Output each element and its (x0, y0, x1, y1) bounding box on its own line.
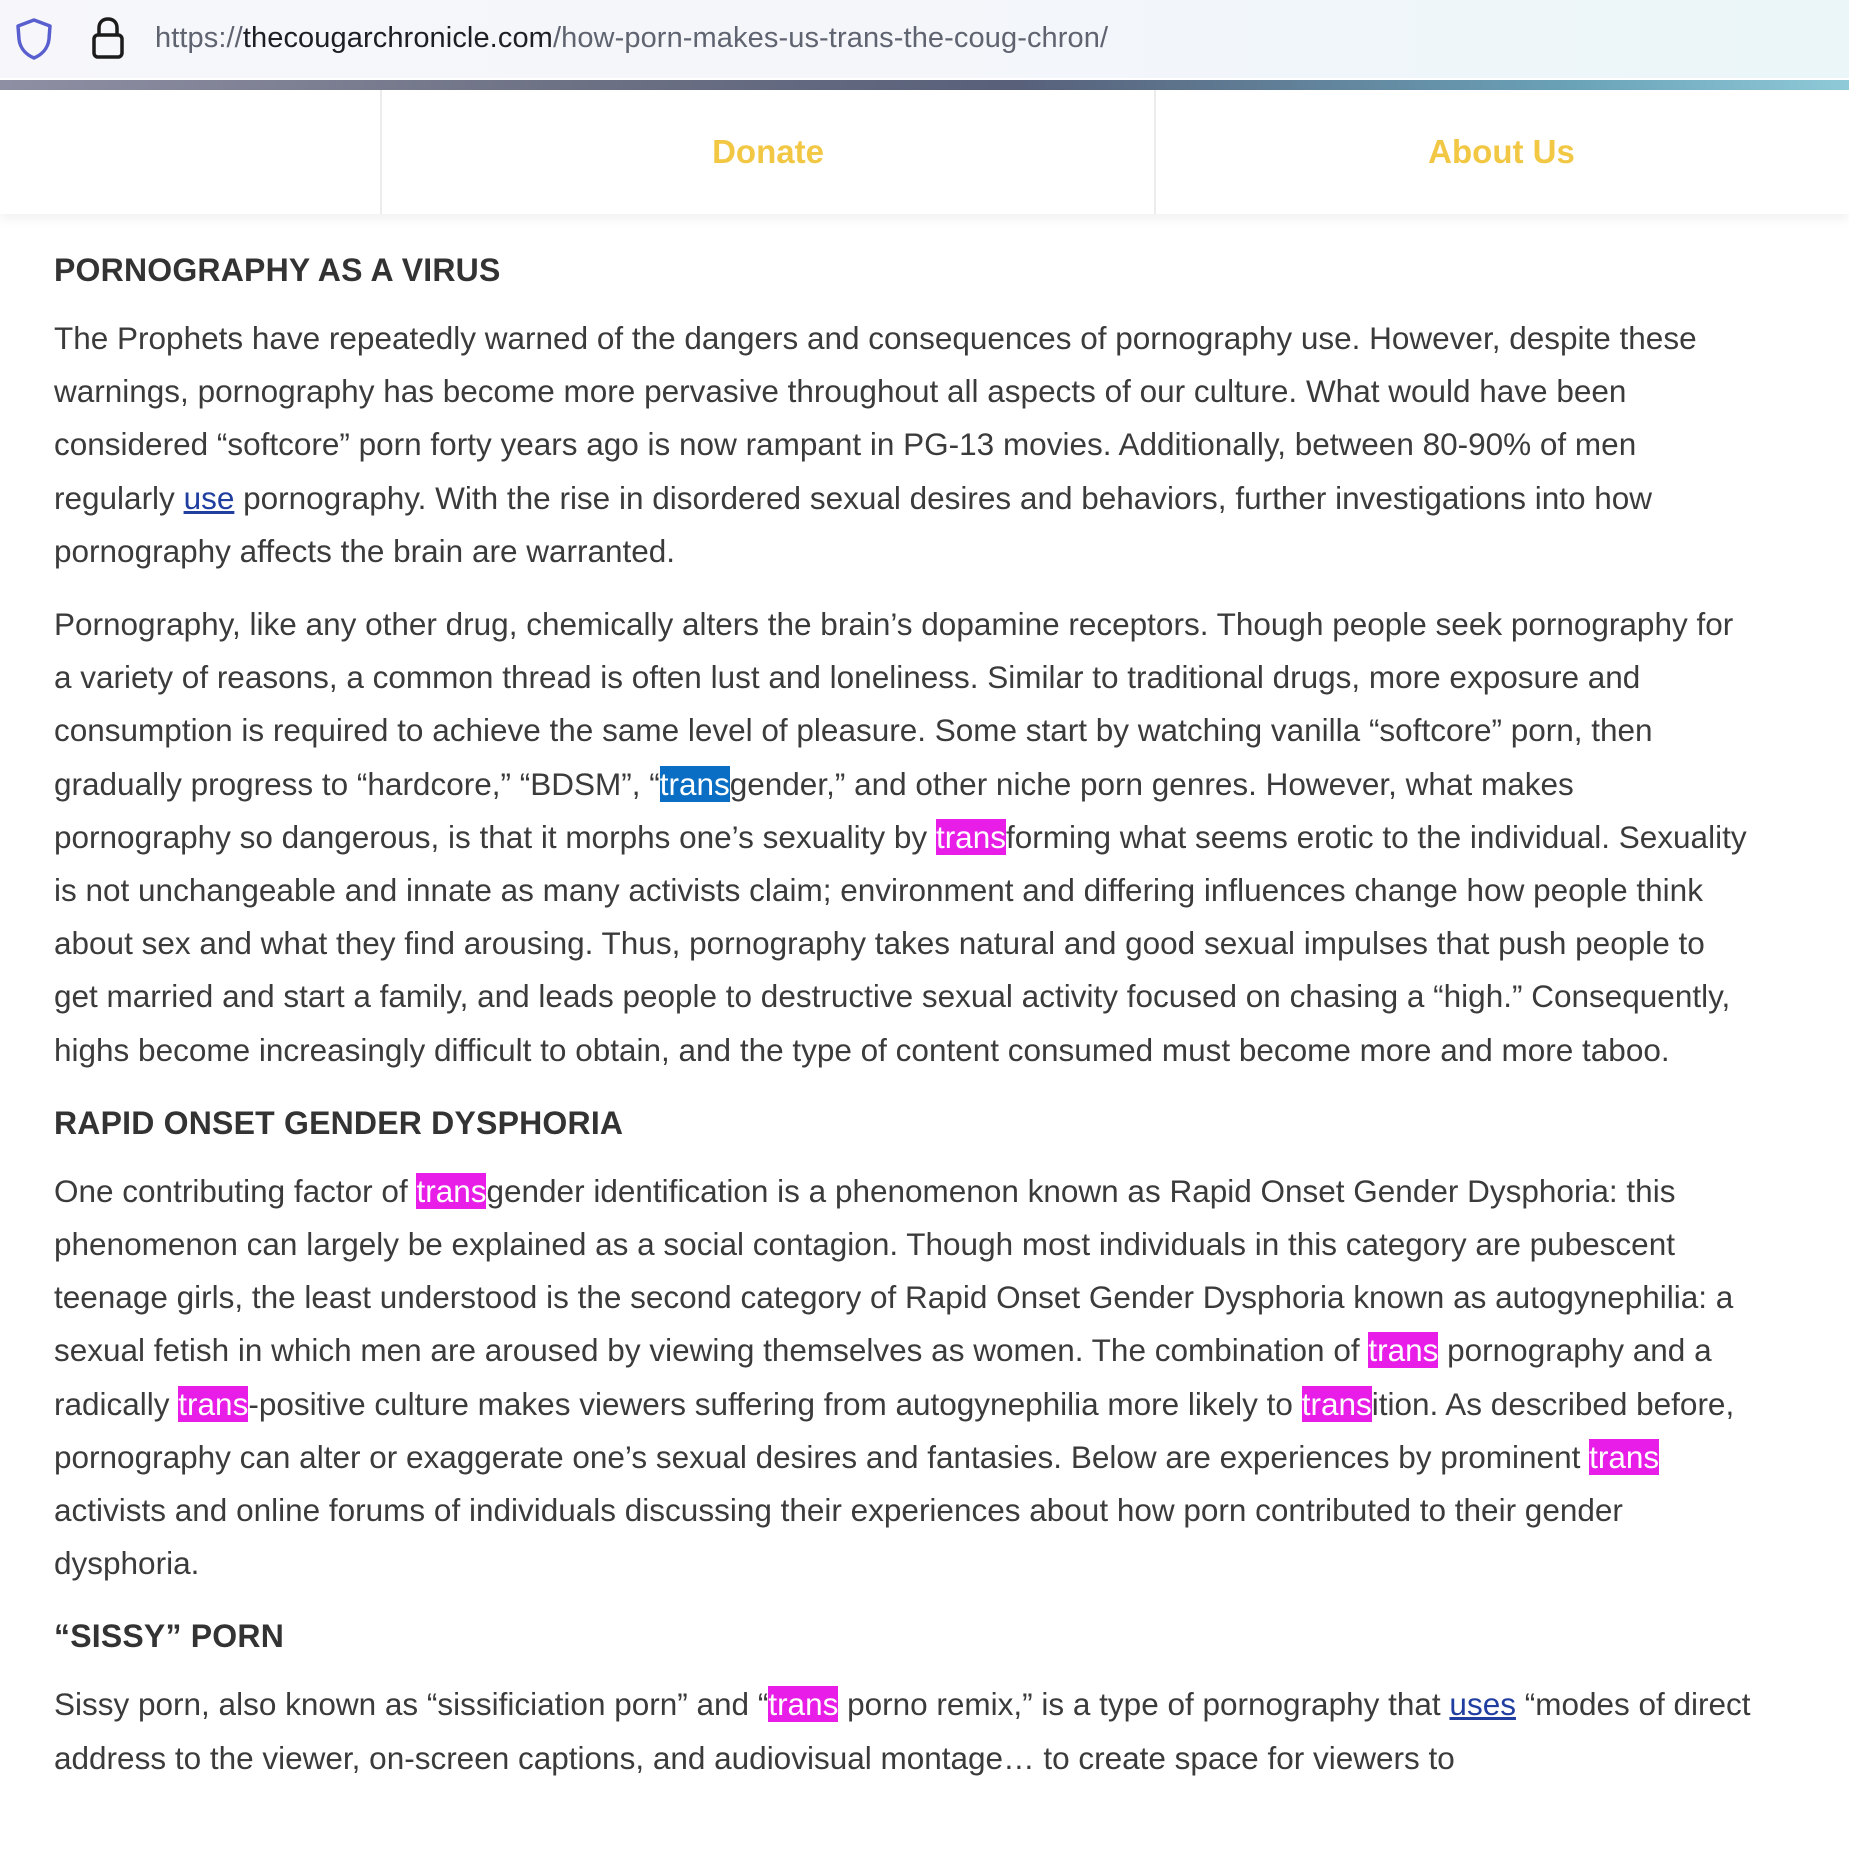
search-match-highlight: trans (1589, 1438, 1660, 1475)
text-run: ition. As described before, pornography can alter or exaggerate one’s sexual desires and fantasies. Below are experiences by prominent (54, 1385, 1735, 1475)
page-load-bar (0, 80, 1849, 90)
site-nav (0, 90, 1849, 214)
section-heading-sissy: “SISSY” PORN (54, 1618, 285, 1655)
search-match-highlight: trans (1301, 1385, 1372, 1422)
section-heading-rogd: RAPID ONSET GENDER DYSPHORIA (54, 1104, 624, 1141)
paragraph-virus-intro (54, 312, 1754, 578)
section-heading-virus: PORNOGRAPHY AS A VIRUS (54, 252, 501, 288)
nav-item-about-us[interactable] (1154, 90, 1849, 214)
text-run: gender identification is a phenomenon known as Rapid Onset Gender Dysphoria: this phenomenon can largely be explained as a social contagion. Though most individuals in this category are pubescent teenage girls, the least understood is the second category of Rapid Onset Gender Dysphoria known as autogynephilia: a sexual fetish in which men are aroused by viewing themselves as women. The combination of (54, 1172, 1734, 1369)
text-run: The Prophets have repeatedly warned of the dangers and consequences of pornography use. However, despite these warnings, pornography has become more pervasive throughout all aspects of our culture. What would have been considered “softcore” porn forty years ago is now rampant in PG-13 movies. Additionally, between 80-90% of men regularly (54, 320, 1697, 516)
paragraph-dopamine (54, 598, 1754, 1077)
lock-icon[interactable] (89, 16, 127, 60)
selected-match-highlight: trans (659, 765, 730, 802)
url-field[interactable] (155, 20, 1108, 56)
nav-item-about-label: About Us (1428, 133, 1575, 170)
nav-item-donate[interactable] (380, 90, 1156, 214)
text-run: pornography. With the rise in disordered sexual desires and behaviors, further investigations into how pornography affects the brain are warranted. (54, 479, 1653, 569)
nav-item-donate-label: Donate (712, 133, 824, 170)
article-body (54, 244, 1754, 1805)
text-run: pornography and a radically (54, 1332, 1712, 1422)
shield-icon[interactable] (14, 17, 54, 61)
text-run: “modes of direct address to the viewer, on-screen captions, and audiovisual montage… to create space for viewers to (54, 1686, 1751, 1776)
text-run: forming what seems erotic to the individual. Sexuality is not unchangeable and innate as many activists claim; environment and differing influences change how people think about sex and what they find arousing. Thus, pornography takes natural and good sexual impulses that push people to get married and start a family, and leads people to destructive sexual activity focused on chasing a “high.” Consequently, highs become increasingly difficult to obtain, and the type of content consumed must become more and more taboo. (54, 818, 1747, 1068)
text-run: activists and online forums of individuals discussing their experiences about how porn contributed to their gender dysphoria. (54, 1492, 1623, 1582)
text-run: One contributing factor of (54, 1172, 417, 1209)
search-match-highlight: trans (416, 1172, 487, 1209)
search-match-highlight: trans (178, 1385, 249, 1422)
url-path: /how-porn-makes-us-trans-the-coug-chron/ (552, 22, 1109, 54)
url-prefix: https:// (155, 22, 243, 54)
text-run: Pornography, like any other drug, chemically alters the brain’s dopamine receptors. Though people seek pornography for a variety of reasons, a common thread is often lust and loneliness. Similar to traditional drugs, more exposure and consumption is required to achieve the same level of pleasure. Some start by watching vanilla “softcore” porn, then gradually progress to “hardcore,” “BDSM”, “ (54, 606, 1734, 802)
search-match-highlight: trans (1368, 1332, 1439, 1369)
browser-address-bar (0, 0, 1849, 78)
paragraph-rogd (54, 1165, 1754, 1591)
use-link[interactable]: use (183, 479, 235, 516)
text-run: Sissy porn, also known as “sissificiation porn” and “ (54, 1686, 769, 1723)
paragraph-sissy (54, 1678, 1754, 1784)
text-run: porno remix,” is a type of pornography that (838, 1686, 1450, 1723)
uses-link[interactable]: uses (1449, 1686, 1516, 1723)
text-run: -positive culture makes viewers suffering from autogynephilia more likely to (248, 1385, 1302, 1422)
url-host: thecougarchronicle.com (242, 22, 553, 54)
text-run: gender,” and other niche porn genres. However, what makes pornography so dangerous, is that it morphs one’s sexuality by (54, 765, 1574, 855)
search-match-highlight: trans (768, 1686, 839, 1723)
nav-item-partial[interactable] (0, 90, 380, 214)
search-match-highlight: trans (935, 818, 1006, 855)
